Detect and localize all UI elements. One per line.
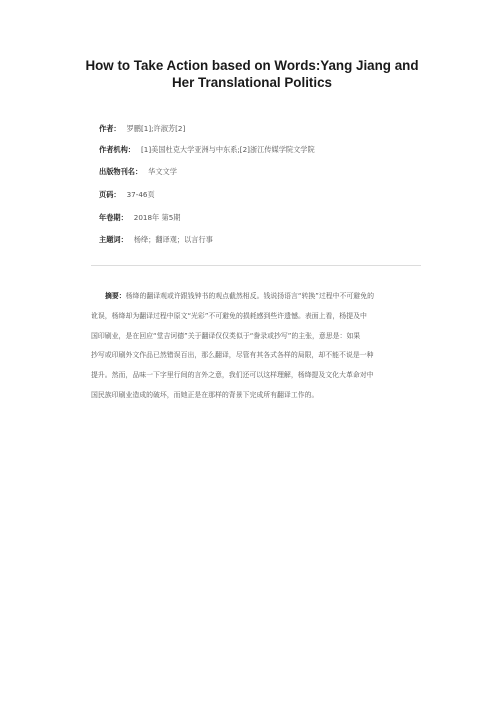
abstract-line-4: 抄写或印刷外文作品已然错误百出，那么翻译，尽管有其各式各样的局限，却不能不说是一种 [91, 351, 374, 360]
paper-title-line-1: How to Take Action based on Words:Yang Jiang and [85, 58, 419, 73]
abstract-line-1 [91, 287, 425, 307]
pages-label: 页码： [99, 190, 121, 199]
abstract-line-5: 提升。然而，品味一下字里行间的言外之意，我们还可以这样理解，杨绛提及文化大革命对中 [91, 371, 374, 380]
institutions-value: [1]美国杜克大学亚洲与中东系;[2]浙江传媒学院文学院 [140, 145, 315, 154]
journal-row [99, 167, 459, 177]
institutions-row [99, 145, 459, 155]
abstract-text-1: 杨绛的翻译观或许跟钱钟书的观点截然相反。钱说扬语言“转换”过程中不可避免的 [125, 292, 374, 300]
abstract-label: 摘要： [105, 292, 126, 300]
authors-value: 罗鹏[1];许淑芳[2] [126, 124, 186, 133]
keywords-label: 主题词： [99, 235, 128, 244]
year-issue-value: 2018年 第5期 [133, 213, 181, 222]
authors-label: 作者： [99, 124, 121, 133]
paper-title-line-2: Her Translational Politics [172, 75, 332, 90]
abstract-block [91, 287, 425, 406]
abstract-line-2: 讹误，杨绛却为翻译过程中原文“光彩”不可避免的损耗感到些许遗憾。表面上看，杨提及中 [91, 311, 367, 320]
journal-value: 华文文学 [148, 167, 177, 176]
pages-value: 37-46页 [126, 190, 155, 199]
year-issue-row [99, 213, 459, 223]
authors-row [99, 124, 459, 134]
abstract-line-3: 国印刷业，是在回应“堂吉诃德”关于翻译仅仅类似于“誊录或抄写”的主张，意思是：如果 [91, 331, 361, 340]
keywords-value: 杨绛；翻译观；以言行事 [133, 235, 213, 244]
pages-row [99, 190, 459, 200]
paper-title [40, 57, 464, 91]
institutions-label: 作者机构： [99, 145, 135, 154]
journal-label: 出版物刊名： [99, 167, 143, 176]
abstract-line-6: 国民族印刷业造成的破坏，而她正是在那样的背景下完成所有翻译工作的。 [91, 390, 319, 399]
keywords-row [99, 235, 459, 245]
year-issue-label: 年卷期： [99, 213, 128, 222]
section-divider [91, 265, 421, 266]
